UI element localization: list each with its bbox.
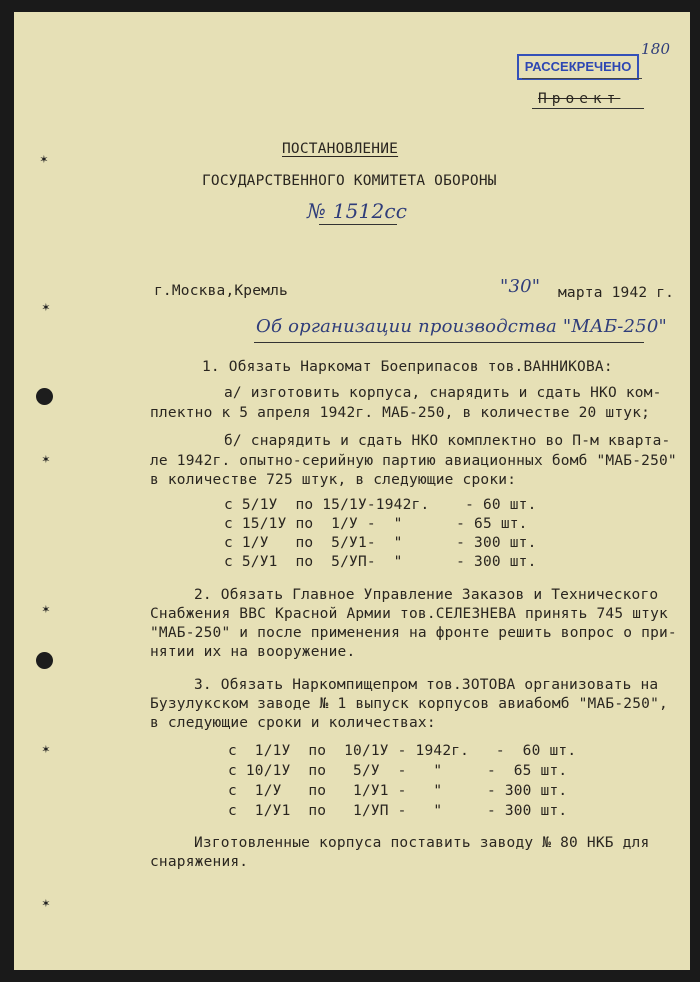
binder-hole bbox=[36, 652, 53, 669]
p2-line1: 2. Обязать Главное Управление Заказов и Технического bbox=[194, 587, 659, 603]
schedule2-row: с 10/1У по 5/У - " - 65 шт. bbox=[228, 763, 568, 779]
date-day: "30" bbox=[500, 276, 541, 297]
p3-line3: в следующие сроки и количествах: bbox=[150, 715, 436, 731]
p1-intro: 1. Обязать Наркомат Боеприпасов тов.ВАННИКОВА: bbox=[202, 359, 613, 375]
schedule2-row: с 1/У1 по 1/УП - " - 300 шт. bbox=[228, 803, 568, 819]
document-title: ПОСТАНОВЛЕНИЕ bbox=[282, 141, 399, 157]
p1b-line2: ле 1942г. опытно-серийную партию авиационных бомб "МАБ-250" bbox=[150, 453, 677, 469]
p2-line4: нятии их на вооружение. bbox=[150, 644, 356, 660]
document-subtitle: ГОСУДАРСТВЕННОГО КОМИТЕТА ОБОРОНЫ bbox=[202, 173, 497, 189]
binder-hole bbox=[36, 388, 53, 405]
schedule2-row: с 1/У по 1/У1 - " - 300 шт. bbox=[228, 783, 568, 799]
number-underline bbox=[319, 224, 397, 225]
staple-mark-icon: ✶ bbox=[42, 742, 50, 757]
subject-underline bbox=[254, 342, 644, 343]
schedule1-row: с 15/1У по 1/У - " - 65 шт. bbox=[224, 516, 528, 532]
p1b-line3: в количестве 725 штук, в следующие сроки: bbox=[150, 472, 517, 488]
declassified-stamp: РАССЕКРЕЧЕНО bbox=[517, 54, 639, 80]
p3-line1: 3. Обязать Наркомпищепром тов.ЗОТОВА организовать на bbox=[194, 677, 659, 693]
draft-label: Проект bbox=[538, 91, 621, 107]
p2-line2: Снабжения ВВС Красной Армии тов.СЕЛЕЗНЕВА принять 745 штук bbox=[150, 606, 668, 622]
schedule1-row: с 5/У1 по 5/УП- " - 300 шт. bbox=[224, 554, 537, 570]
document-number: № 1512сс bbox=[307, 199, 408, 223]
staple-mark-icon: ✶ bbox=[42, 300, 50, 315]
staple-mark-icon: ✶ bbox=[42, 896, 50, 911]
p1a-line1: а/ изготовить корпуса, снарядить и сдать НКО ком- bbox=[224, 385, 662, 401]
p3-line2: Бузулукском заводе № 1 выпуск корпусов авиабомб "МАБ-250", bbox=[150, 696, 668, 712]
place: г.Москва,Кремль bbox=[154, 283, 288, 299]
page-number: 180 bbox=[641, 40, 671, 58]
stamp-underline bbox=[522, 78, 642, 79]
p1b-line1: б/ снарядить и сдать НКО комплектно во П-м кварта- bbox=[224, 433, 671, 449]
subject-handwritten: Об организации производства "МАБ-250" bbox=[256, 316, 667, 337]
final-line2: снаряжения. bbox=[150, 854, 249, 870]
p1a-line2: плектно к 5 апреля 1942г. МАБ-250, в количестве 20 штук; bbox=[150, 405, 651, 421]
final-line1: Изготовленные корпуса поставить заводу № 80 НКБ для bbox=[194, 835, 650, 851]
schedule2-row: с 1/1У по 10/1У - 1942г. - 60 шт. bbox=[228, 743, 577, 759]
schedule1-row: с 1/У по 5/У1- " - 300 шт. bbox=[224, 535, 537, 551]
date-month-year: марта 1942 г. bbox=[558, 285, 675, 301]
staple-mark-icon: ✶ bbox=[42, 602, 50, 617]
schedule1-row: с 5/1У по 15/1У-1942г. - 60 шт. bbox=[224, 497, 537, 513]
staple-mark-icon: ✶ bbox=[42, 452, 50, 467]
staple-mark-icon: ✶ bbox=[40, 152, 48, 167]
document-page bbox=[14, 12, 690, 970]
p2-line3: "МАБ-250" и после применения на фронте решить вопрос о при- bbox=[150, 625, 677, 641]
draft-underline bbox=[532, 108, 644, 109]
